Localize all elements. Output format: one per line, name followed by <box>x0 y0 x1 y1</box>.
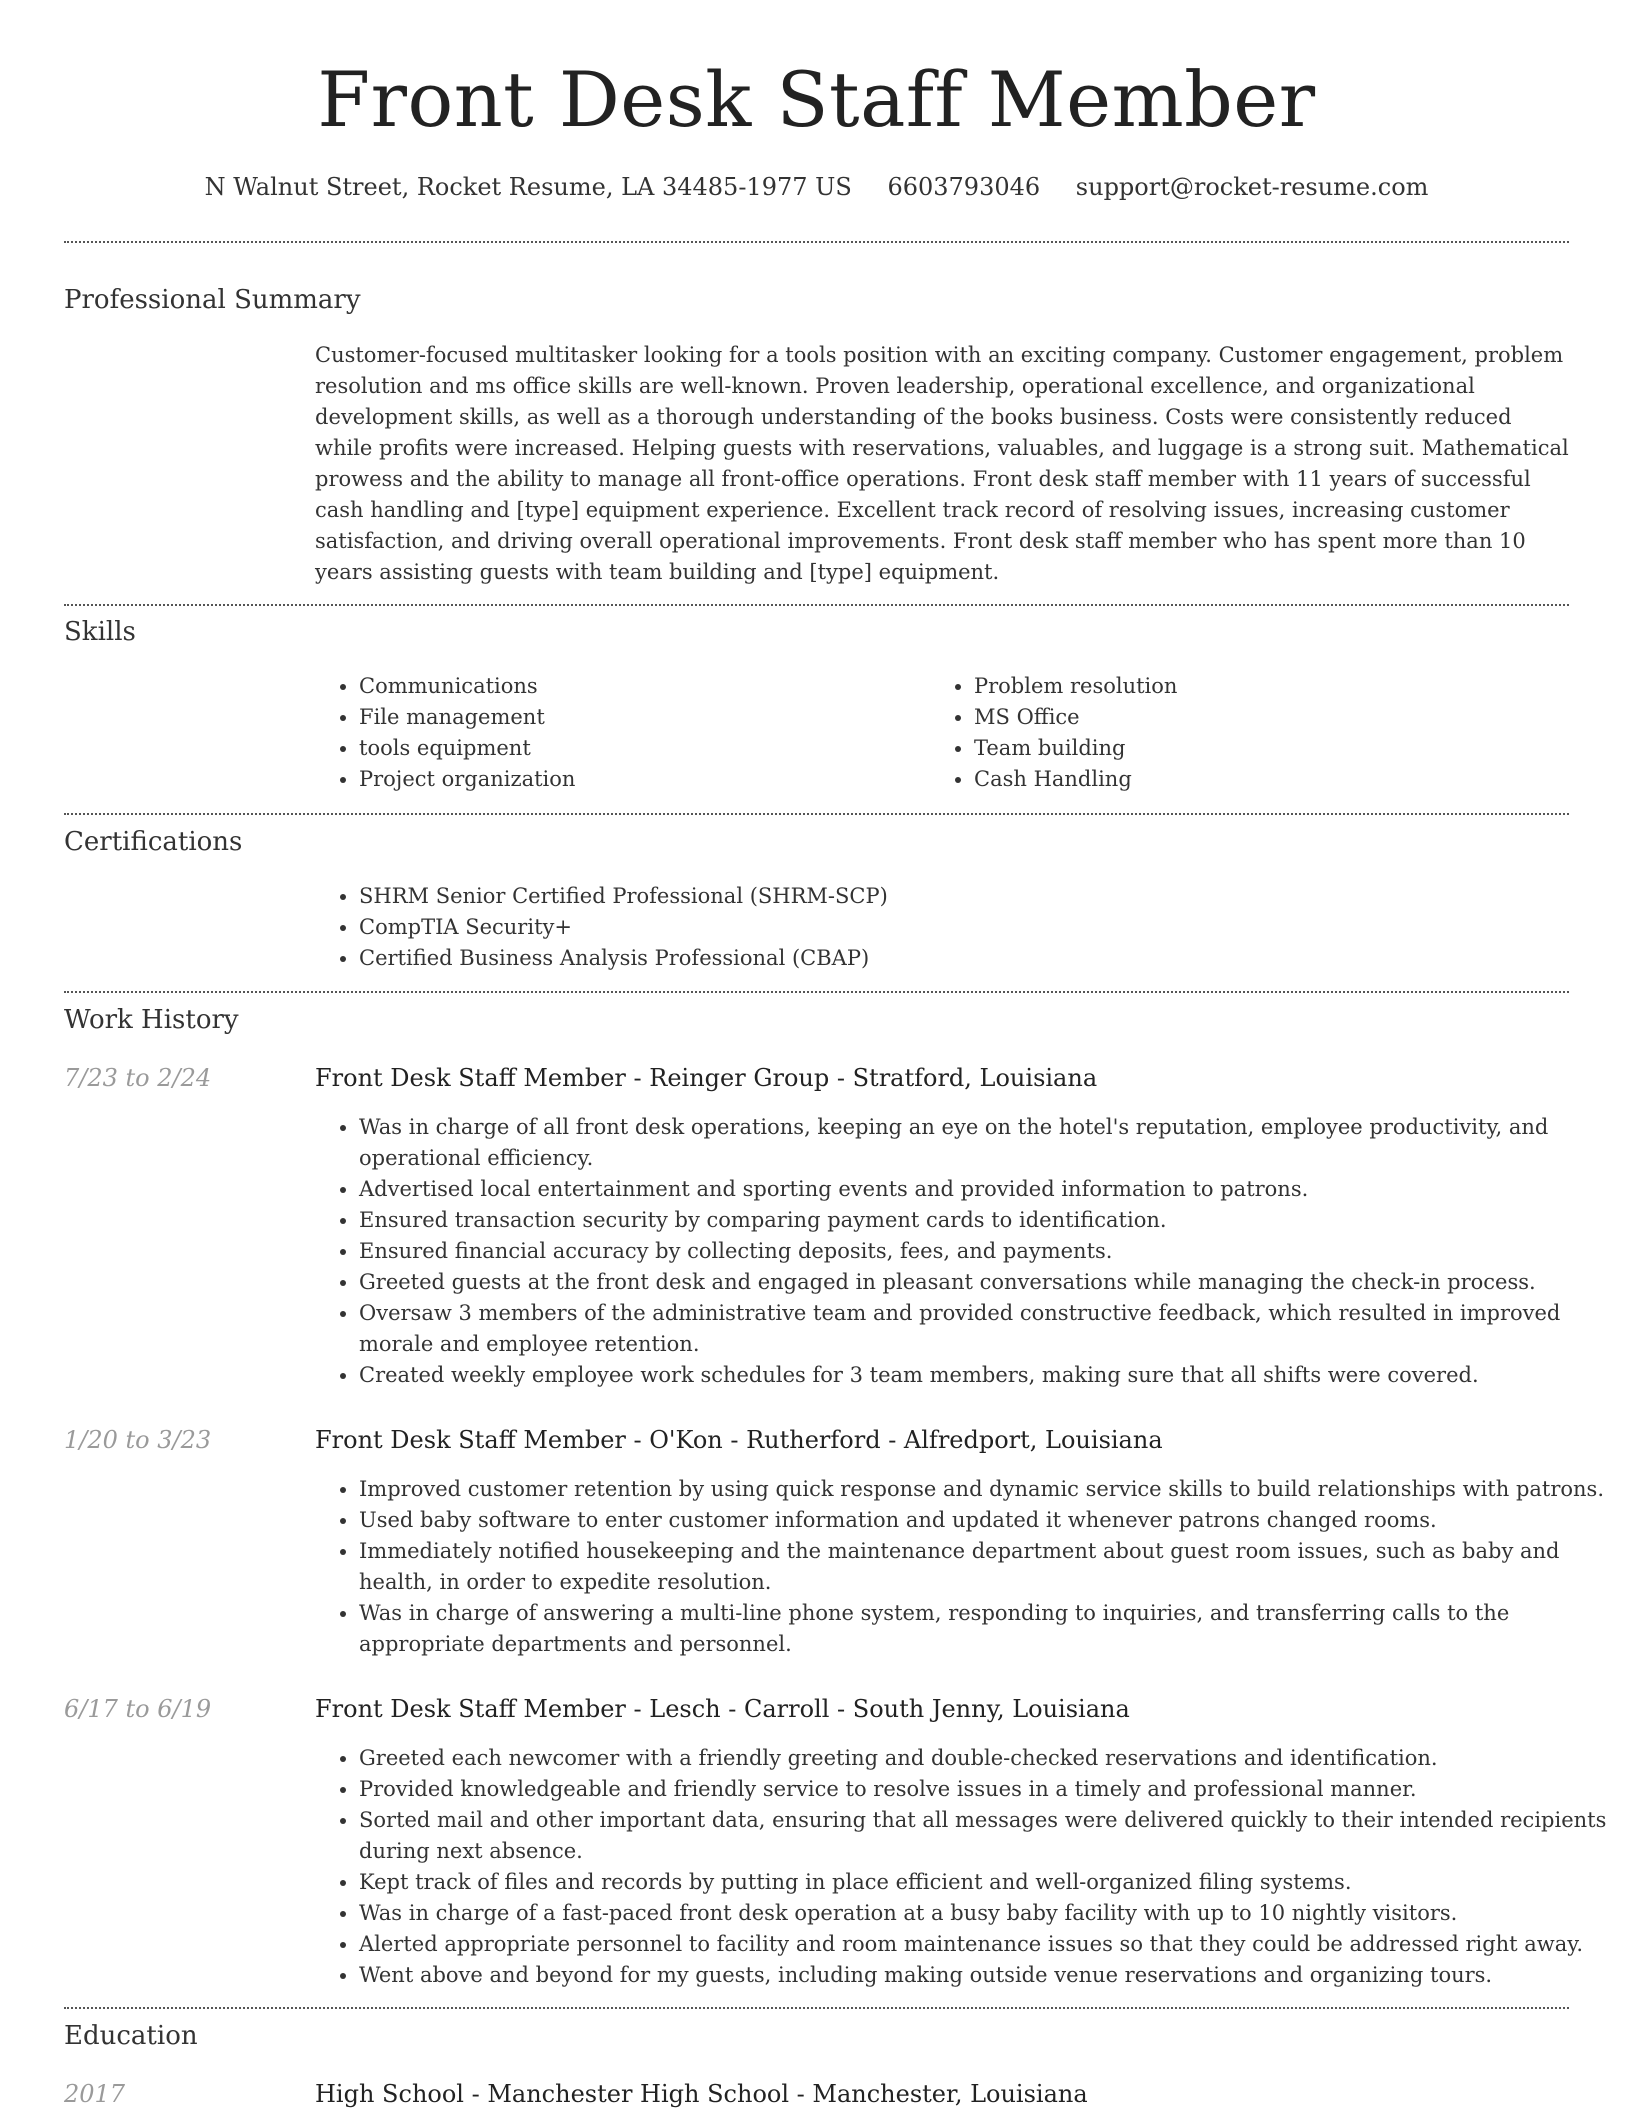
contact-email[interactable]: support@rocket-resume.com <box>1075 173 1429 201</box>
section-divider <box>64 813 1569 815</box>
job-bullet: • Improved customer retention by using quick response and dynamic service skills to build relationships with patrons. <box>359 1474 1613 1505</box>
job-bullet: • Went above and beyond for my guests, including making outside venue reservations and organizing tours. <box>359 1960 1613 1991</box>
job-heading: Front Desk Staff Member - Reinger Group - Stratford, Louisiana <box>315 1064 1098 1092</box>
work-history-section-title: Work History <box>64 1005 239 1035</box>
skill-item: • Problem resolution <box>974 671 1594 702</box>
job-bullets <box>315 1743 1613 1991</box>
job-bullets <box>315 1474 1613 1660</box>
job-bullet: • Sorted mail and other important data, ensuring that all messages were delivered quickly to their intended recipients during next absence. <box>359 1805 1613 1867</box>
job-bullet: • Used baby software to enter customer information and updated it whenever patrons changed rooms. <box>359 1505 1613 1536</box>
section-divider <box>64 2007 1569 2009</box>
job-bullet: • Created weekly employee work schedules for 3 team members, making sure that all shifts were covered. <box>359 1360 1613 1391</box>
job-bullet: • Greeted guests at the front desk and engaged in pleasant conversations while managing the check-in process. <box>359 1267 1613 1298</box>
skill-item: • MS Office <box>974 702 1594 733</box>
skill-item: • tools equipment <box>359 733 939 764</box>
job-bullets <box>315 1112 1613 1391</box>
job-dates: 6/17 to 6/19 <box>64 1695 212 1723</box>
section-divider <box>64 241 1569 243</box>
skill-item: • Cash Handling <box>974 764 1594 795</box>
certifications-section-title: Certifications <box>64 827 243 857</box>
certification-item: • Certified Business Analysis Professional (CBAP) <box>359 943 1613 974</box>
contact-phone: 6603793046 <box>887 173 1041 201</box>
skill-item: • Communications <box>359 671 939 702</box>
certification-item: • CompTIA Security+ <box>359 912 1613 943</box>
skills-section-title: Skills <box>64 617 136 647</box>
education-year: 2017 <box>64 2080 126 2108</box>
contact-address: N Walnut Street, Rocket Resume, LA 34485-1977 US <box>204 173 852 201</box>
job-bullet: • Provided knowledgeable and friendly service to resolve issues in a timely and professional manner. <box>359 1774 1613 1805</box>
section-divider <box>64 991 1569 993</box>
job-bullet: • Ensured transaction security by comparing payment cards to identification. <box>359 1205 1613 1236</box>
job-bullet: • Immediately notified housekeeping and the maintenance department about guest room issues, such as baby and health, in order to expedite resolution. <box>359 1536 1613 1598</box>
certification-item: • SHRM Senior Certified Professional (SHRM-SCP) <box>359 881 1613 912</box>
skill-item: • Team building <box>974 733 1594 764</box>
job-bullet: • Advertised local entertainment and sporting events and provided information to patrons. <box>359 1174 1613 1205</box>
job-heading: Front Desk Staff Member - O'Kon - Rutherford - Alfredport, Louisiana <box>315 1426 1163 1454</box>
section-divider <box>64 604 1569 606</box>
job-dates: 7/23 to 2/24 <box>64 1064 212 1092</box>
skill-item: • File management <box>359 702 939 733</box>
job-bullet: • Was in charge of a fast-paced front desk operation at a busy baby facility with up to 10 nightly visitors. <box>359 1898 1613 1929</box>
education-heading: High School - Manchester High School - Manchester, Louisiana <box>315 2080 1088 2108</box>
skill-item: • Project organization <box>359 764 939 795</box>
contact-line <box>64 170 1569 204</box>
skills-list-left <box>315 671 939 795</box>
certifications-list <box>315 881 1613 974</box>
job-bullet: • Kept track of files and records by putting in place efficient and well-organized filing systems. <box>359 1867 1613 1898</box>
skills-list-right <box>930 671 1594 795</box>
job-heading: Front Desk Staff Member - Lesch - Carroll - South Jenny, Louisiana <box>315 1695 1130 1723</box>
candidate-name: Front Desk Staff Member <box>317 55 1316 144</box>
job-bullet: • Was in charge of answering a multi-line phone system, responding to inquiries, and transferring calls to the appropriate departments and personnel. <box>359 1598 1613 1660</box>
job-bullet: • Alerted appropriate personnel to facility and room maintenance issues so that they could be addressed right away. <box>359 1929 1613 1960</box>
summary-text: Customer-focused multitasker looking for a tools position with an exciting company. Customer engagement, problem resolution and ms office skills are well-known. Proven leadership, operational excellence, and organizational development skills, as well as a thorough understanding of the books business. Costs were consistently reduced while profits were increased. Helping guests with reservations, valuables, and luggage is a strong suit. Mathematical prowess and the ability to manage all front-office operations. Front desk staff member with 11 years of successful cash handling and [type] equipment experience. Excellent track record of resolving issues, increasing customer satisfaction, and driving overall operational improvements. Front desk staff member who has spent more than 10 years assisting guests with team building and [type] equipment. <box>315 343 1569 584</box>
job-bullet: • Was in charge of all front desk operations, keeping an eye on the hotel's reputation, employee productivity, and operational efficiency. <box>359 1112 1613 1174</box>
job-bullet: • Ensured financial accuracy by collecting deposits, fees, and payments. <box>359 1236 1613 1267</box>
job-dates: 1/20 to 3/23 <box>64 1426 212 1454</box>
education-section-title: Education <box>64 2021 198 2051</box>
job-bullet: • Oversaw 3 members of the administrative team and provided constructive feedback, which resulted in improved morale and employee retention. <box>359 1298 1613 1360</box>
summary-section-title: Professional Summary <box>64 285 361 315</box>
job-bullet: • Greeted each newcomer with a friendly greeting and double-checked reservations and identification. <box>359 1743 1613 1774</box>
